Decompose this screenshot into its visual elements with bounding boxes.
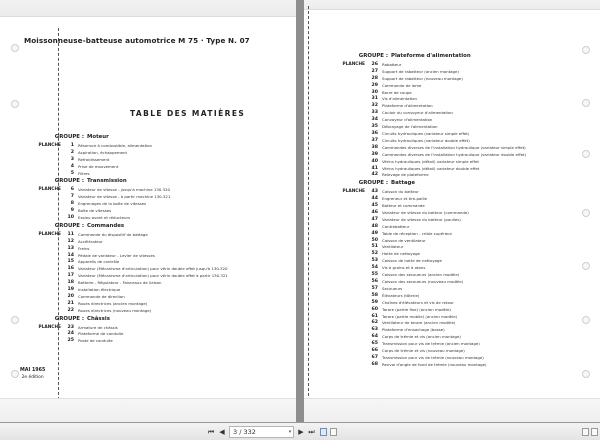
planche-title: Prise de mouvement	[78, 163, 119, 169]
planche-title: Tarare (partie fixe) (ancien modèle)	[382, 306, 451, 312]
group-label: GROUPE :	[54, 178, 84, 185]
prev-page-button[interactable]: ◀	[219, 428, 225, 436]
planche-number: 7	[70, 194, 74, 200]
planche-number: 15	[67, 259, 74, 265]
planche-number: 42	[371, 172, 378, 178]
planche-title: Essieu avant et réducteurs	[78, 214, 131, 220]
planche-title: Rabatteur	[382, 61, 402, 67]
group-name: Commandes	[87, 222, 125, 229]
toc-entry	[22, 201, 292, 208]
punch-hole-icon	[11, 316, 19, 324]
planche-number: 20	[67, 293, 74, 299]
planche-number: 60	[371, 306, 378, 312]
planche-title: Aspiration, échappement	[78, 149, 128, 155]
planche-title: Corps de trémie et vis (ancien montage)	[382, 334, 461, 340]
toc-entry	[326, 258, 596, 265]
planche-title: Ventilateur de tarare (ancien modèle)	[382, 320, 456, 326]
toc-entry	[22, 280, 292, 287]
toc-entry	[326, 362, 596, 369]
planche-number: 53	[371, 258, 378, 264]
toc-entry	[22, 338, 292, 345]
planche-number: 68	[371, 361, 378, 367]
toc-entry	[326, 124, 596, 131]
toc-list-right	[326, 52, 596, 369]
planche-title: Vérins hydrauliques (détail) variateur simple effet	[382, 158, 479, 164]
edition-info	[20, 367, 45, 381]
planche-title: Accélérateur	[78, 238, 103, 244]
planche-title: Élévateurs (tôlerie)	[382, 292, 420, 298]
planche-title: Freins	[78, 245, 90, 251]
planche-title: Boîte de vitesses	[78, 208, 112, 214]
punch-hole-icon	[11, 370, 19, 378]
planche-title: Refroidissement	[78, 156, 110, 162]
scan-margin-bottom	[0, 398, 296, 422]
toc-group-heading	[22, 134, 292, 141]
planche-number: 16	[67, 266, 74, 272]
planche-title: Convoyeur d'alimentation	[382, 117, 433, 123]
planche-number: 66	[371, 348, 378, 354]
toc-entry	[326, 166, 596, 173]
toc-entry	[326, 159, 596, 166]
toc-entry	[326, 110, 596, 117]
planche-number: 54	[371, 265, 378, 271]
first-page-button[interactable]: ⏮	[207, 428, 215, 436]
planche-title: Caisson du batteur	[382, 189, 419, 195]
planche-title: Chaînes d'élévateurs et vis de retour	[382, 299, 454, 305]
toc-entry	[326, 265, 596, 272]
planche-number: 47	[371, 216, 378, 222]
planche-title: Vérins hydrauliques (détail) variateur double effet	[382, 165, 480, 171]
planche-title: Support de rabatteur (ancien montage)	[382, 68, 459, 74]
planche-label: PLANCHE	[38, 231, 61, 237]
planche-number: 2	[70, 149, 74, 155]
planche-title: Plateforme de conduite	[78, 331, 124, 337]
planche-title: Hotte de nettoyage	[382, 251, 420, 257]
toc-entry	[326, 96, 596, 103]
planche-label: PLANCHE	[38, 324, 61, 330]
group-name: Moteur	[87, 134, 109, 140]
toc-entry	[326, 103, 596, 110]
toc-entry	[22, 208, 292, 215]
planche-number: 32	[371, 103, 378, 109]
planche-number: 5	[70, 170, 74, 176]
planche-number: 61	[371, 313, 378, 319]
toc-entry	[326, 251, 596, 258]
fit-width-icon[interactable]	[582, 428, 589, 436]
toc-entry	[22, 253, 292, 260]
scan-margin-bottom	[304, 398, 600, 422]
planche-label: PLANCHE	[342, 61, 365, 67]
planche-title: Caisson des secoueurs (nouveau modèle)	[382, 279, 464, 284]
single-page-view-icon[interactable]	[320, 428, 327, 436]
planche-title: Variateur de vitesse - jusqu'à machine 130.320	[78, 187, 171, 193]
planche-title: Débrayage de l'alimentation	[382, 124, 438, 130]
planche-title: Caisson des secoueurs (ancien modèle)	[382, 272, 460, 278]
planche-title: Renvoi d'angle de fond de trémie (nouveau montage)	[382, 361, 487, 367]
planche-number: 52	[371, 251, 378, 257]
planche-number: 17	[67, 273, 74, 279]
toc-entry	[326, 62, 596, 69]
planche-title: Tarare (partie mobile) (ancien modèle)	[382, 313, 458, 319]
toc-entry	[326, 327, 596, 334]
toc-entry	[326, 224, 596, 231]
planche-number: 26	[371, 61, 378, 67]
toc-entry	[22, 308, 292, 315]
toc-entry	[326, 307, 596, 314]
planche-number: 1	[70, 142, 74, 148]
toc-entry	[22, 187, 292, 194]
toc-group-heading	[22, 223, 292, 230]
toc-entry	[326, 334, 596, 341]
toc-entry	[326, 355, 596, 362]
page-right	[304, 0, 600, 422]
planche-number: 41	[371, 165, 378, 171]
planche-title: Réservoir à combustible, alimentation	[78, 142, 153, 148]
binding-line	[308, 6, 309, 396]
planche-number: 8	[70, 201, 74, 207]
planche-title: Transmission pour vis de trémie (nouveau montage)	[382, 354, 484, 360]
planche-number: 67	[371, 354, 378, 360]
planche-number: 23	[67, 324, 74, 330]
toc-entry	[22, 215, 292, 222]
page-number-value: 3 / 332	[233, 428, 256, 436]
planche-number: 9	[70, 208, 74, 214]
group-label: GROUPE :	[358, 53, 388, 59]
planche-number: 14	[67, 252, 74, 258]
planche-title: Roues directrices (ancien montage)	[78, 300, 148, 306]
planche-number: 40	[371, 158, 378, 164]
planche-title: Variateur (Mécanisme d'articulation) pour vérin double effet jusqu'à 130.320	[78, 266, 228, 272]
planche-title: Relevage de plateforme	[382, 172, 429, 178]
two-page-view-icon[interactable]	[330, 428, 337, 436]
planche-title: Barre de coupe	[382, 89, 412, 95]
planche-number: 21	[67, 300, 74, 306]
planche-title: Variateur de vitesse du batteur (poulies)	[382, 216, 461, 222]
planche-title: Caisson de hotte de nettoyage	[382, 258, 442, 264]
toc-group-heading	[326, 180, 596, 187]
toc-entry	[326, 131, 596, 138]
toc-entry	[326, 217, 596, 224]
planche-number: 38	[371, 144, 378, 150]
planche-label: PLANCHE	[342, 189, 365, 195]
toc-entry	[326, 341, 596, 348]
planche-number: 27	[371, 68, 378, 74]
planche-number: 13	[67, 245, 74, 251]
planche-number: 19	[67, 287, 74, 293]
toc-entry	[326, 238, 596, 245]
toc-entry	[326, 90, 596, 97]
planche-title: Corps de trémie et vis (nouveau montage)	[382, 348, 465, 354]
planche-title: Variateur de vitesse du batteur (commande)	[382, 209, 469, 215]
planche-number: 3	[70, 156, 74, 162]
toc-entry	[22, 150, 292, 157]
planche-title: Batteur et commande	[382, 203, 425, 209]
planche-number: 63	[371, 327, 378, 333]
toc-entry	[22, 259, 292, 266]
planche-number: 39	[371, 151, 378, 157]
toc-entry	[22, 239, 292, 246]
planche-title: Variateur de vitesse - à partir machine 130.321	[78, 194, 171, 200]
planche-title: Plateforme d'alimentation	[382, 103, 433, 109]
planche-number: 10	[67, 214, 74, 220]
planche-number: 45	[371, 203, 378, 209]
toc-title: TABLE DES MATIÈRES	[130, 109, 246, 118]
toc-group-heading	[326, 53, 596, 60]
page-number-input[interactable]	[229, 426, 294, 438]
planche-title: Transmission pour vis de trémie (ancien montage)	[382, 341, 480, 347]
planche-number: 50	[371, 237, 378, 243]
next-page-button[interactable]: ▶	[298, 428, 304, 436]
toc-group-heading	[22, 178, 292, 185]
planche-number: 43	[371, 189, 378, 195]
planche-title: Appareils de contrôle	[78, 259, 120, 265]
toc-entry	[326, 76, 596, 83]
planche-title: Installation électrique	[78, 287, 121, 293]
planche-title: Batterie - Régulateur - Faisceaux de liaison	[78, 280, 162, 286]
planche-number: 65	[371, 341, 378, 347]
group-name: Battage	[391, 180, 416, 187]
toc-entry	[326, 189, 596, 196]
planche-title: Engrenages de la boîte de vitesses	[78, 201, 147, 207]
planche-number: 25	[67, 338, 74, 344]
planche-number: 6	[70, 187, 74, 193]
planche-number: 58	[371, 292, 378, 298]
toc-entry	[22, 325, 292, 332]
toc-entry	[326, 300, 596, 307]
page-left	[0, 0, 296, 422]
punch-hole-icon	[11, 100, 19, 108]
toc-entry	[326, 279, 596, 286]
planche-title: Vis d'alimentation	[382, 96, 418, 102]
planche-number: 64	[371, 334, 378, 340]
planche-label: PLANCHE	[38, 187, 61, 193]
planche-number: 62	[371, 320, 378, 326]
planche-title: Poste de conduite	[78, 338, 113, 344]
group-label: GROUPE :	[54, 134, 84, 140]
scan-margin-top	[304, 0, 600, 10]
planche-title: Roues directrices (nouveau montage)	[78, 307, 152, 313]
planche-title: Commandes diverses de l'installation hydraulique (variateur simple effet)	[382, 144, 526, 150]
planche-title: Commandes diverses de l'installation hydraulique (variateur double effet)	[382, 151, 527, 157]
planche-number: 29	[371, 82, 378, 88]
toc-entry	[22, 143, 292, 150]
planche-title: Secoueurs	[382, 285, 403, 291]
planche-number: 55	[371, 272, 378, 278]
toc-entry	[22, 273, 292, 280]
toc-entry	[326, 196, 596, 203]
toc-entry	[326, 320, 596, 327]
toc-entry	[326, 231, 596, 238]
planche-number: 51	[371, 244, 378, 250]
toc-entry	[22, 157, 292, 164]
planche-number: 37	[371, 137, 378, 143]
document-title: Moissonneuse-batteuse automotrice M 75 · Type N. 07	[24, 36, 250, 45]
last-page-button[interactable]: ⏭	[308, 428, 315, 436]
toc-entry	[326, 210, 596, 217]
planche-label: PLANCHE	[38, 142, 61, 148]
planche-number: 49	[371, 230, 378, 236]
fit-page-icon[interactable]	[591, 428, 598, 436]
planche-title: Armature de châssis	[78, 324, 118, 330]
planche-number: 59	[371, 299, 378, 305]
group-label: GROUPE :	[54, 315, 84, 322]
toc-entry	[326, 145, 596, 152]
toc-entry	[326, 69, 596, 76]
toc-entry	[326, 293, 596, 300]
planche-title: Filtres	[78, 170, 90, 176]
toc-entry	[22, 266, 292, 273]
planche-number: 18	[67, 280, 74, 286]
planche-number: 48	[371, 223, 378, 229]
group-name: Châssis	[87, 315, 110, 322]
planche-title: Variateur (Mécanisme d'articulation) pour vérin double effet à partir 130.321	[78, 273, 228, 279]
toc-entry	[326, 83, 596, 90]
toc-entry	[22, 246, 292, 253]
punch-hole-icon	[11, 44, 19, 52]
planche-title: Commande du dispositif de battage	[78, 231, 148, 237]
group-label: GROUPE :	[358, 180, 388, 187]
page-dropdown-chevron-icon[interactable]: ▾	[288, 429, 292, 435]
group-label: GROUPE :	[54, 222, 84, 229]
toc-group-heading	[22, 316, 292, 323]
toc-entry	[326, 117, 596, 124]
toc-entry	[326, 244, 596, 251]
planche-title: Circuits hydrauliques (variateur simple effet)	[382, 130, 470, 136]
planche-title: Circuits hydrauliques (variateur double effet)	[382, 137, 470, 143]
planche-title: Table de réception - crible supérieur	[382, 230, 453, 236]
toc-entry	[326, 172, 596, 179]
planche-number: 36	[371, 130, 378, 136]
toc-entry	[326, 203, 596, 210]
planche-number: 11	[67, 231, 74, 237]
toc-entry	[22, 287, 292, 294]
toc-entry	[22, 171, 292, 178]
planche-title: Support de rabatteur (nouveau montage)	[382, 75, 463, 81]
scan-margin-top	[0, 0, 296, 17]
planche-title: Commande de direction	[78, 293, 125, 299]
toc-entry	[326, 314, 596, 321]
planche-number: 22	[67, 307, 74, 313]
toc-entry	[326, 138, 596, 145]
planche-number: 57	[371, 285, 378, 291]
toc-entry	[326, 272, 596, 279]
group-name: Plateforme d'alimentation	[391, 53, 471, 59]
toc-entry	[22, 294, 292, 301]
planche-number: 12	[67, 238, 74, 244]
toc-entry	[22, 164, 292, 171]
edition-label: 2e édition	[21, 375, 44, 380]
toc-entry	[22, 331, 292, 338]
viewer-toolbar	[0, 422, 600, 440]
planche-title: Commande de lame	[382, 82, 422, 88]
planche-number: 28	[371, 75, 378, 81]
planche-title: Caisson de ventilateur	[382, 237, 426, 243]
toc-entry	[326, 152, 596, 159]
planche-title: Vis à grains et à otons	[382, 265, 426, 271]
toc-entry	[326, 286, 596, 293]
punch-hole-icon	[582, 370, 590, 378]
planche-title: Pédale de variateur - Levier de vitesses	[78, 252, 155, 258]
planche-number: 4	[70, 163, 74, 169]
toc-entry	[22, 301, 292, 308]
toc-entry	[326, 348, 596, 355]
planche-title: Engreneur et tire-paille	[382, 196, 428, 202]
toc-entry	[22, 232, 292, 239]
edition-date: MAI 1965	[20, 368, 46, 373]
planche-number: 56	[371, 279, 378, 284]
planche-number: 35	[371, 124, 378, 130]
planche-number: 30	[371, 89, 378, 95]
planche-title: Contrebatteur	[382, 223, 410, 229]
planche-title: Ventilateur	[382, 244, 404, 250]
planche-title: Couloir du convoyeur d'alimentation	[382, 110, 453, 116]
planche-title: Plateforme d'ensachage (bosse)	[382, 327, 445, 333]
planche-number: 33	[371, 110, 378, 116]
planche-number: 46	[371, 209, 378, 215]
planche-number: 31	[371, 96, 378, 102]
planche-number: 24	[67, 331, 74, 337]
toc-entry	[22, 194, 292, 201]
planche-number: 44	[371, 196, 378, 202]
planche-number: 34	[371, 117, 378, 123]
group-name: Transmission	[87, 178, 127, 185]
toc-list-left	[22, 133, 292, 345]
